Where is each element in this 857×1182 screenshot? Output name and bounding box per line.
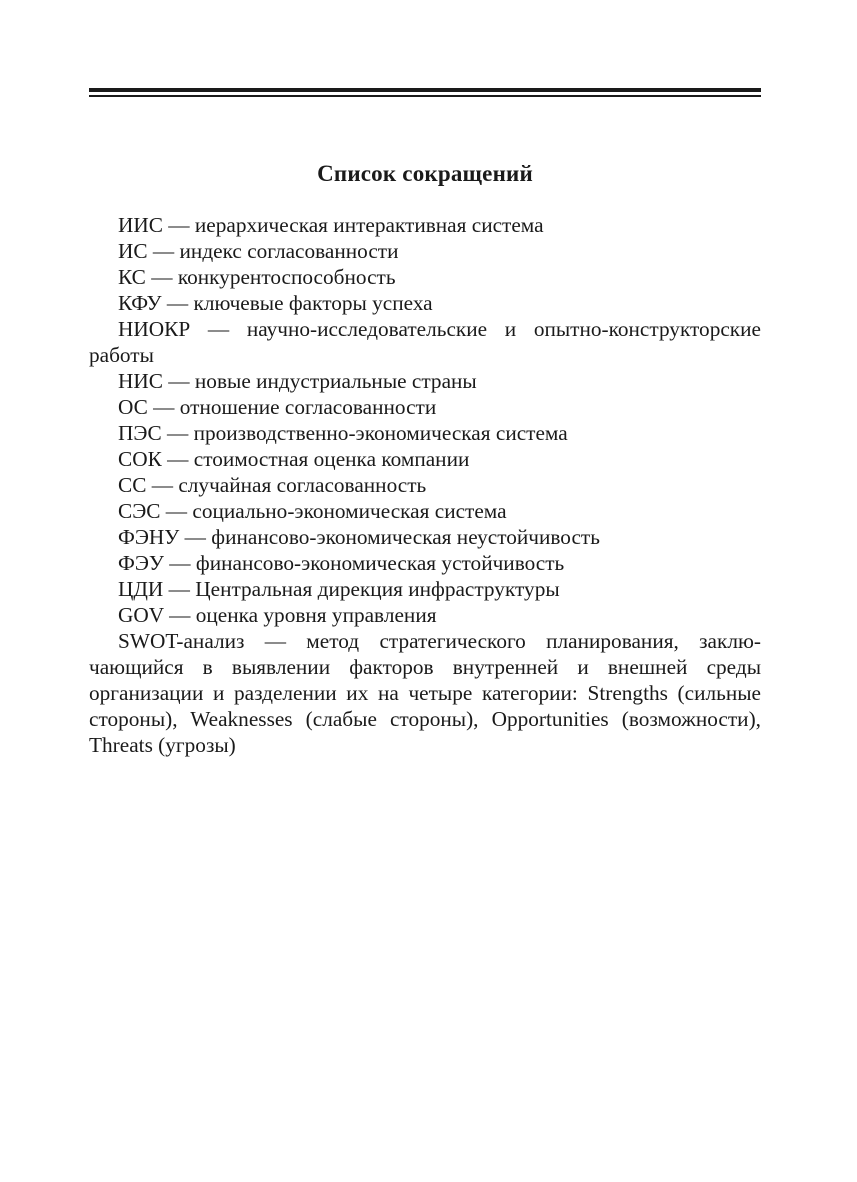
abbreviation-entry: СС — случайная согласованность (118, 473, 427, 497)
abbreviation-entry: ФЭНУ — финансово-экономическая неустойчивость (118, 525, 600, 549)
abbreviation-entry: SWOT-анализ — метод стратегического планирования, заключающийся в выявлении факторов внутренней и внешней среды организации и разделении их на четыре категории: Strengths (сильные стороны), Weaknesses (слабые стороны), Opportunities (возможности), Threats (угрозы) (89, 629, 761, 757)
abbreviation-entry: СОК — стоимостная оценка компании (118, 447, 470, 471)
abbreviation-entry: НИОКР — научно-исследовательские и опытно-конструкторские работы (89, 317, 761, 367)
abbreviation-entry: ОС — отношение согласованности (118, 395, 437, 419)
abbreviation-entry: ФЭУ — финансово-экономическая устойчивость (118, 551, 565, 575)
abbreviation-entry: ИС — индекс согласованности (118, 239, 399, 263)
abbreviation-entry: СЭС — социально-экономическая система (118, 499, 507, 523)
abbreviation-entry: GOV — оценка уровня управления (118, 603, 437, 627)
page-title: Список сокращений (317, 161, 533, 186)
abbreviation-list (89, 212, 761, 758)
abbreviation-entry: КФУ — ключевые факторы успеха (118, 291, 433, 315)
abbreviation-entry: НИС — новые индустриальные страны (118, 369, 477, 393)
abbreviation-entry: ИИС — иерархическая интерактивная система (118, 213, 544, 237)
abbreviation-entry: ПЭС — производственно-экономическая система (118, 421, 568, 445)
abbreviation-entry: ЦДИ — Центральная дирекция инфраструктуры (118, 577, 560, 601)
header-rule-thin (89, 95, 761, 97)
abbreviation-entry: КС — конкурентоспособность (118, 265, 396, 289)
header-rule-thick (89, 88, 761, 92)
